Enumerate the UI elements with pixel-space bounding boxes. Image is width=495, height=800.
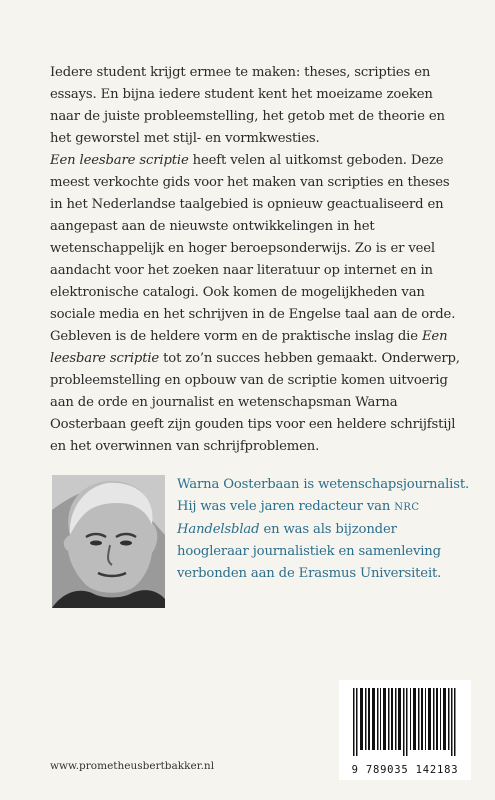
author-photo — [52, 475, 165, 608]
isbn-number: 9 789035 142183 — [351, 764, 459, 776]
book-title: Een leesbare scriptie — [50, 153, 189, 168]
cover-blurb — [50, 62, 460, 458]
book-title: Een leesbare scriptie — [50, 329, 448, 366]
blurb-paragraph-2: Een leesbare scriptie heeft velen al uitkomst geboden. Deze meest verkochte gids voor het maken van scripties en theses in het Nederlandse taalgebied is opnieuw geactualiseerd en aangepast aan de nieuwste ontwikkelingen in het wetenschappelijk en hoger beroepsonderwijs. Zo is er veel aandacht voor het zoeken naar literatuur op internet en in elektronische catalogi. Ook komen de mogelijkheden van sociale media en het schrijven in de Engelse taal aan de orde. — [50, 153, 456, 322]
blurb-paragraph-1: Iedere student krijgt ermee te maken: theses, scripties en essays. En bijna iedere student kent het moeizame zoeken naar de juiste probleemstelling, het getob met de theorie en het geworstel met stijl- en vormkwesties. — [50, 65, 445, 146]
blurb-paragraph-3: Gebleven is de heldere vorm en de praktische inslag die Een leesbare scriptie tot zo’n succes hebben gemaakt. Onderwerp, probleemstelling en opbouw van de scriptie komen uitvoerig aan de orde en journalist en wetenschapsman Warna Oosterbaan geeft zijn gouden tips voor een heldere schrijfstijl en het overwinnen van schrijfproblemen. — [50, 329, 460, 454]
newspaper-name: Handelsblad — [177, 522, 260, 537]
isbn-barcode — [339, 680, 471, 780]
publisher-url: www.prometheusbertbakker.nl — [50, 760, 215, 772]
newspaper-abbreviation: NRC — [394, 502, 420, 513]
barcode-bars — [339, 680, 471, 760]
author-bio: Warna Oosterbaan is wetenschapsjournalist. Hij was vele jaren redacteur van NRC Handelsblad en was als bijzonder hoogleraar journalistiek en samenleving verbonden aan de Erasmus Universiteit. — [177, 477, 470, 581]
